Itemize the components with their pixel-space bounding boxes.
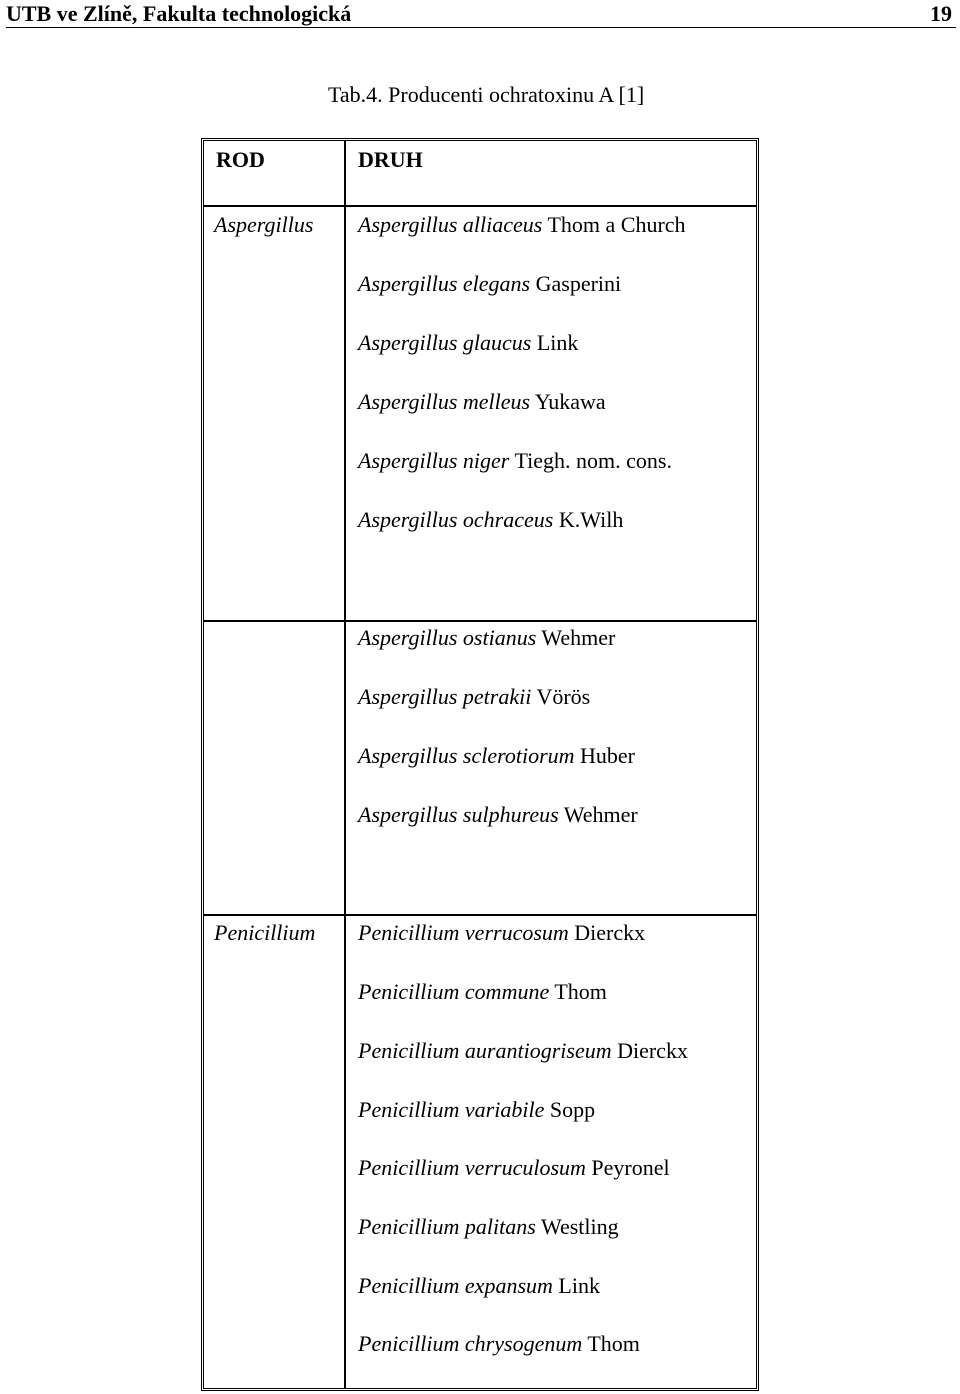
species-author: Thom <box>587 1331 640 1356</box>
species-entry <box>358 1155 670 1181</box>
species-name: Aspergillus ostianus <box>358 625 537 650</box>
species-author: Thom a Church <box>547 212 686 237</box>
species-name: Penicillium verrucosum <box>358 920 569 945</box>
species-name: Penicillium chrysogenum <box>358 1331 583 1356</box>
species-entry <box>358 330 578 356</box>
species-author: Huber <box>580 743 636 768</box>
species-name: Aspergillus sclerotiorum <box>358 743 575 768</box>
species-name: Aspergillus niger <box>358 448 510 473</box>
species-author: Gasperini <box>535 271 622 296</box>
header-druh: DRUH <box>358 147 423 172</box>
species-name: Penicillium expansum <box>358 1273 553 1298</box>
species-author: Wehmer <box>563 802 638 827</box>
species-entry <box>358 1097 595 1123</box>
species-author: Dierckx <box>617 1038 688 1063</box>
species-name: Aspergillus alliaceus <box>358 212 543 237</box>
species-author: Thom <box>554 979 607 1004</box>
species-author: Vörös <box>536 684 591 709</box>
species-author: Westling <box>540 1214 619 1239</box>
species-name: Aspergillus ochraceus <box>358 507 554 532</box>
species-entry <box>358 1331 640 1357</box>
species-entry <box>358 802 638 828</box>
species-author: Peyronel <box>591 1155 670 1180</box>
species-name: Penicillium verruculosum <box>358 1155 586 1180</box>
species-entry <box>358 684 590 710</box>
species-name: Penicillium commune <box>358 979 550 1004</box>
genus-cell: Penicillium <box>214 920 316 945</box>
species-entry <box>358 1214 619 1240</box>
genus-cell: Aspergillus <box>214 212 314 237</box>
species-author: Link <box>558 1273 600 1298</box>
species-entry <box>358 743 635 769</box>
species-name: Aspergillus petrakii <box>358 684 532 709</box>
species-entry <box>358 1273 600 1299</box>
species-entry <box>358 271 621 297</box>
row-divider <box>204 914 756 916</box>
table-caption: Tab.4. Producenti ochratoxinu A [1] <box>328 82 645 107</box>
header-rod: ROD <box>216 147 265 172</box>
species-name: Aspergillus elegans <box>358 271 531 296</box>
species-author: K.Wilh <box>558 507 624 532</box>
species-name: Aspergillus glaucus <box>358 330 532 355</box>
species-author: Link <box>536 330 579 355</box>
species-entry <box>358 212 686 238</box>
species-author: Tiegh. nom. cons. <box>514 448 672 473</box>
species-entry <box>358 979 607 1005</box>
species-entry <box>358 507 623 533</box>
species-name: Penicillium palitans <box>358 1214 536 1239</box>
species-name: Aspergillus sulphureus <box>358 802 559 827</box>
species-entry <box>358 920 645 946</box>
species-name: Aspergillus melleus <box>358 389 531 414</box>
species-entry <box>358 389 606 415</box>
species-entry <box>358 448 672 474</box>
species-entry <box>358 625 615 651</box>
species-author: Wehmer <box>541 625 616 650</box>
species-name: Penicillium aurantiogriseum <box>358 1038 612 1063</box>
species-name: Penicillium variabile <box>358 1097 545 1122</box>
page-number: 19 <box>930 1 952 26</box>
row-divider <box>204 620 756 622</box>
species-author: Yukawa <box>534 389 606 414</box>
species-author: Sopp <box>549 1097 596 1122</box>
header-institution: UTB ve Zlíně, Fakulta technologická <box>6 1 352 26</box>
page-header <box>6 0 956 28</box>
species-author: Dierckx <box>574 920 646 945</box>
column-divider <box>344 141 346 1388</box>
species-entry <box>358 1038 688 1064</box>
header-row-divider <box>204 205 756 207</box>
